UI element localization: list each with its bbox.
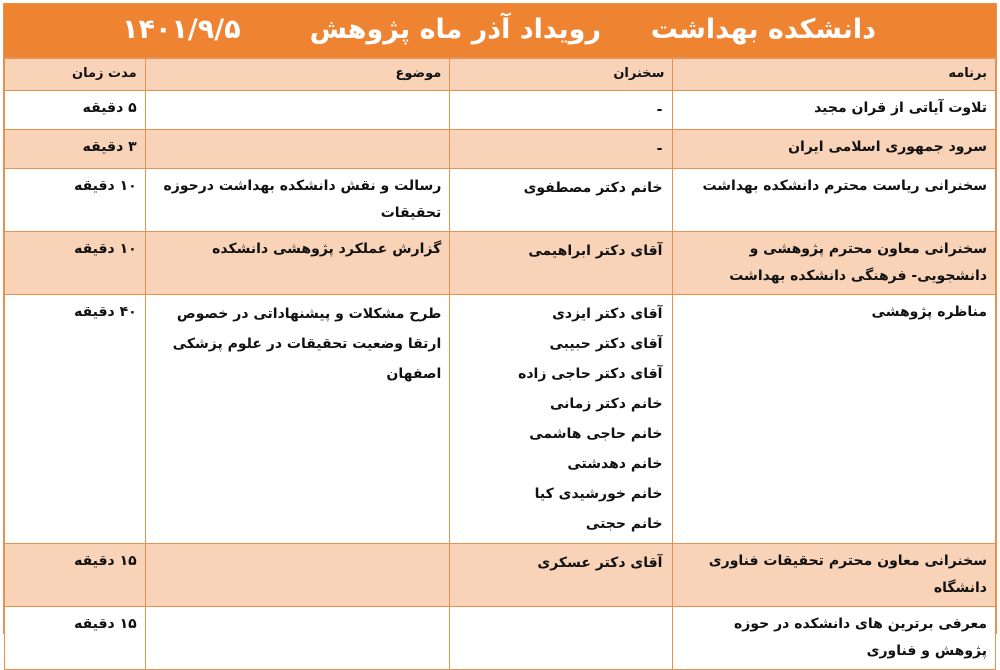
speaker-name: خانم حجتی <box>585 516 663 532</box>
speakers-cell <box>450 232 673 295</box>
program-cell: سرود جمهوری اسلامی ایران <box>673 130 996 169</box>
speaker-name: آقای دکتر ایزدی <box>552 306 663 322</box>
schedule-table <box>4 58 996 670</box>
speakers-cell <box>450 295 673 544</box>
speaker-name: آقای دکتر حاجی زاده <box>518 366 663 382</box>
duration-cell: ۱۵ دقیقه <box>5 544 146 607</box>
program-cell: سخنرانی معاون محترم تحقیقات فناوری دانشگاه <box>673 544 996 607</box>
speaker-name: - <box>656 102 663 118</box>
speaker-name: - <box>656 141 663 157</box>
table-row <box>5 544 996 607</box>
header-duration: مدت زمان <box>5 59 146 91</box>
speaker-name: خانم دکتر مصطفوی <box>523 180 663 196</box>
program-cell: سخنرانی معاون محترم پژوهشی و دانشجویی- فرهنگی دانشکده بهداشت <box>673 232 996 295</box>
table-row <box>5 91 996 130</box>
program-cell: معرفی برترین های دانشکده در حوزه پژوهش و فناوری <box>673 607 996 670</box>
topic-cell <box>145 607 450 670</box>
duration-cell: ۴۰ دقیقه <box>5 295 146 544</box>
table-row <box>5 232 996 295</box>
header-program: برنامه <box>673 59 996 91</box>
speaker-name: آقای دکتر ابراهیمی <box>528 243 663 259</box>
program-cell: سخنرانی ریاست محترم دانشکده بهداشت <box>673 169 996 232</box>
speaker-name: خانم خورشیدی کیا <box>534 486 663 502</box>
event-title: رویداد آذر ماه پژوهش <box>309 14 601 45</box>
duration-cell: ۱۰ دقیقه <box>5 169 146 232</box>
topic-cell: رسالت و نقش دانشکده بهداشت درحوزه تحقیقات <box>145 169 450 232</box>
speaker-name: آقای دکتر حبیبی <box>549 336 663 352</box>
speaker-name: آقای دکتر عسکری <box>537 555 663 571</box>
program-cell: تلاوت آیاتی از قران مجید <box>673 91 996 130</box>
speakers-cell <box>450 130 673 169</box>
speakers-cell <box>450 607 673 670</box>
duration-cell: ۵ دقیقه <box>5 91 146 130</box>
header-row <box>5 59 996 91</box>
topic-cell: طرح مشکلات و پیشنهاداتی در خصوص ارتقا وضعیت تحقیقات در علوم پزشکی اصفهان <box>145 295 450 544</box>
table-row <box>5 130 996 169</box>
topic-cell <box>145 91 450 130</box>
header-speakers: سخنران <box>450 59 673 91</box>
header-topic: موضوع <box>145 59 450 91</box>
speakers-cell <box>450 169 673 232</box>
speakers-cell <box>450 91 673 130</box>
table-row <box>5 607 996 670</box>
topic-cell: گزارش عملکرد پژوهشی دانشکده <box>145 232 450 295</box>
table-row <box>5 295 996 544</box>
school-title: دانشکده بهداشت <box>650 14 876 45</box>
event-date: ۱۴۰۱/۹/۵ <box>122 14 241 45</box>
duration-cell: ۳ دقیقه <box>5 130 146 169</box>
speaker-name: خانم حاجی هاشمی <box>529 426 663 442</box>
table-row <box>5 169 996 232</box>
program-cell: مناظره پژوهشی <box>673 295 996 544</box>
title-bar <box>4 4 996 58</box>
speakers-cell <box>450 544 673 607</box>
program-schedule <box>3 3 997 659</box>
speaker-name: خانم دکتر زمانی <box>549 396 663 412</box>
topic-cell <box>145 130 450 169</box>
speaker-name: خانم دهدشتی <box>567 456 663 472</box>
topic-cell <box>145 544 450 607</box>
duration-cell: ۱۰ دقیقه <box>5 232 146 295</box>
duration-cell: ۱۵ دقیقه <box>5 607 146 670</box>
